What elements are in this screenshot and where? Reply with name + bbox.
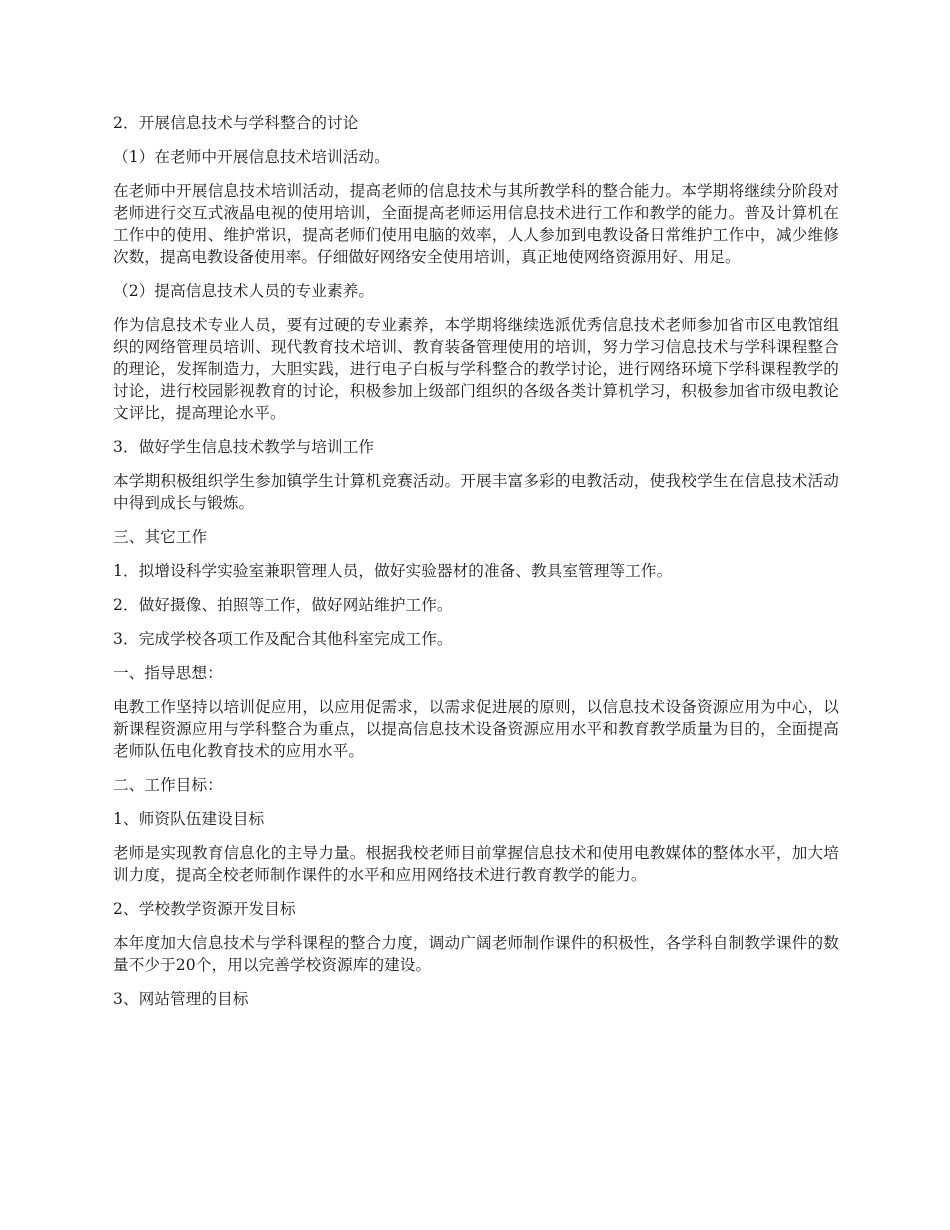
heading-work-goals: 二、工作目标：: [113, 776, 223, 794]
list-item-photo-website: 2．做好摄像、拍照等工作，做好网站维护工作。: [113, 596, 453, 614]
list-item-lab-management: 1．拟增设科学实验室兼职管理人员，做好实验器材的准备、教具室管理等工作。: [113, 562, 673, 580]
paragraph-student-training: 本学期积极组织学生参加镇学生计算机竞赛活动。开展丰富多彩的电教活动，使我校学生在信息技术活动中得到成长与锻炼。: [113, 472, 839, 512]
subheading-website-goal: 3、网站管理的目标: [113, 990, 249, 1008]
subheading-resource-goal: 2、学校教学资源开发目标: [113, 900, 296, 918]
paragraph-resource-goal: 本年度加大信息技术与学科课程的整合力度，调动广阔老师制作课件的积极性，各学科自制教学课件的数量不少于20个，用以完善学校资源库的建设。: [113, 934, 839, 974]
document-page: [113, 112, 839, 1022]
paragraph-teacher-training: 在老师中开展信息技术培训活动，提高老师的信息技术与其所教学科的整合能力。本学期将继续分阶段对老师进行交互式液晶电视的使用培训，全面提高老师运用信息技术进行工作和教学的能力。普及计算机在工作中的使用、维护常识，提高老师们使用电脑的效率，人人参加到电教设备日常维护工作中，减少维修次数，提高电教设备使用率。仔细做好网络安全使用培训，真正地使网络资源用好、用足。: [113, 182, 839, 266]
paragraph-guiding-ideology: 电教工作坚持以培训促应用，以应用促需求，以需求促进展的原则，以信息技术设备资源应用为中心，以新课程资源应用与学科整合为重点，以提高信息技术设备资源应用水平和教育教学质量为目的，全面提高老师队伍电化教育技术的应用水平。: [113, 698, 839, 760]
subheading-faculty-goal: 1、师资队伍建设目标: [113, 810, 265, 828]
subheading-staff-quality: （2）提高信息技术人员的专业素养。: [113, 282, 375, 300]
paragraph-faculty-goal: 老师是实现教育信息化的主导力量。根据我校老师目前掌握信息技术和使用电教媒体的整体水平，加大培训力度，提高全校老师制作课件的水平和应用网络技术进行教育教学的能力。: [113, 844, 839, 884]
list-item-school-tasks: 3．完成学校各项工作及配合其他科室完成工作。: [113, 630, 453, 648]
heading-other-work: 三、其它工作: [113, 528, 208, 546]
heading-guiding-ideology: 一、指导思想：: [113, 664, 223, 682]
paragraph-staff-quality: 作为信息技术专业人员，要有过硬的专业素养，本学期将继续选派优秀信息技术老师参加省市区电教馆组织的网络管理员培训、现代教育技术培训、教育装备管理使用的培训，努力学习信息技术与学科课程整合的理论，发挥制造力，大胆实践，进行电子白板与学科整合的教学讨论，进行网络环境下学科课程教学的讨论，进行校园影视教育的讨论，积极参加上级部门组织的各级各类计算机学习，积极参加省市级电教论文评比，提高理论水平。: [113, 316, 839, 422]
heading-student-training: 3．做好学生信息技术教学与培训工作: [113, 438, 375, 456]
subheading-teacher-training: （1）在老师中开展信息技术培训活动。: [113, 148, 390, 166]
heading-integration-discussion: 2．开展信息技术与学科整合的讨论: [113, 114, 359, 132]
